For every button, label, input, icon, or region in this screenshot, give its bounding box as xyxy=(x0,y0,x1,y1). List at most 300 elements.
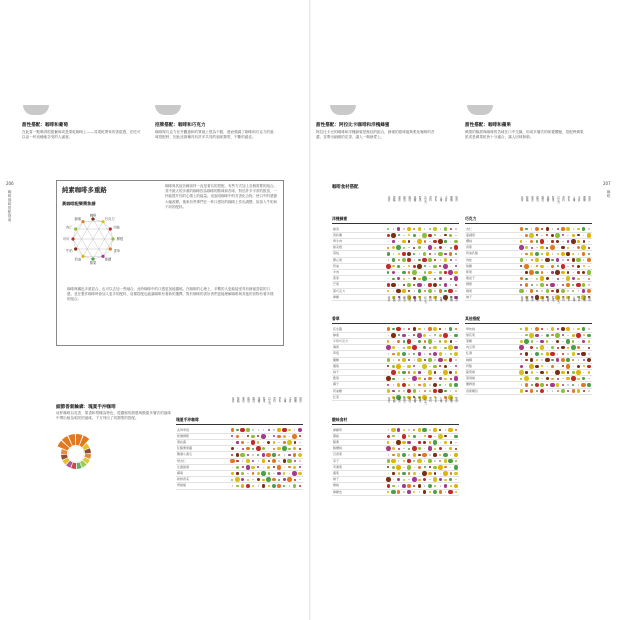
flavor-dot xyxy=(392,390,394,392)
flavor-dot xyxy=(407,339,412,344)
column-header: 甜感 xyxy=(246,397,250,403)
table-rule xyxy=(332,223,459,224)
flavor-dot xyxy=(246,447,249,450)
flavor-dot xyxy=(429,429,430,430)
flavor-dot xyxy=(440,347,441,348)
table-header xyxy=(465,196,592,228)
flavor-dot xyxy=(455,341,456,342)
network-label: 巧克力 xyxy=(104,216,115,221)
flavor-dot xyxy=(526,241,527,242)
flavor-dot xyxy=(562,284,564,286)
flavor-dot xyxy=(577,240,580,243)
flavor-dot xyxy=(540,371,543,374)
flavor-dot xyxy=(551,240,553,242)
table-title: 巧克力 xyxy=(465,216,477,221)
flavor-dot xyxy=(439,460,441,462)
flavor-dot xyxy=(391,283,396,288)
flavor-dot xyxy=(283,459,286,462)
column-header: 果香 xyxy=(530,196,534,202)
column-header: 酸度 xyxy=(407,296,411,302)
flavor-dot xyxy=(262,453,265,456)
flavor-dot xyxy=(387,384,389,386)
flavor-dot xyxy=(429,366,430,367)
flavor-dot xyxy=(572,290,574,292)
flavor-dot xyxy=(434,259,436,261)
flavor-dot xyxy=(407,490,410,493)
flavor-dot xyxy=(288,454,290,456)
flavor-dot xyxy=(546,252,549,255)
flavor-dot xyxy=(449,358,452,361)
flavor-dot xyxy=(392,435,394,437)
flavor-dot xyxy=(449,252,452,255)
flavor-dot xyxy=(398,472,400,474)
flavor-dot xyxy=(392,353,394,355)
flavor-dot xyxy=(556,358,559,361)
flavor-dot xyxy=(428,446,433,451)
flavor-dot xyxy=(397,478,400,481)
flavor-dot xyxy=(428,435,431,438)
flavor-dot xyxy=(524,376,529,381)
flavor-dot xyxy=(530,346,533,349)
flavor-dot xyxy=(524,264,529,269)
flavor-dot xyxy=(525,352,528,355)
column-header: 果香 xyxy=(397,397,401,403)
flavor-dot xyxy=(550,245,555,250)
flavor-dot xyxy=(443,264,448,269)
column-header: 木質 xyxy=(577,296,581,302)
flavor-dot xyxy=(428,370,433,375)
column-header: 堅果 xyxy=(418,196,422,202)
table-rule xyxy=(332,323,459,324)
flavor-dot xyxy=(454,465,459,470)
flavor-dot xyxy=(419,366,420,367)
flavor-dot xyxy=(439,284,441,286)
feature-box-title: 純素咖啡多重路 xyxy=(62,186,107,194)
flavor-dot xyxy=(557,347,559,349)
column-header: 草本 xyxy=(433,397,437,403)
flavor-dot xyxy=(577,346,580,349)
row-label: 牛奶巧克力 xyxy=(333,338,349,343)
column-header: 焦糖 xyxy=(546,296,549,302)
flavor-dot xyxy=(252,479,253,480)
flavor-dot xyxy=(551,259,553,261)
flavor-dot xyxy=(429,441,431,443)
flavor-dot xyxy=(535,271,538,274)
flavor-dot xyxy=(521,384,522,385)
flavor-dot xyxy=(278,442,279,443)
flavor-dot xyxy=(241,484,244,487)
row-label: 藍莓 xyxy=(333,376,340,381)
flavor-dot xyxy=(444,240,446,242)
flavor-dot xyxy=(572,384,574,386)
flavor-dot xyxy=(424,290,426,292)
flavor-dot xyxy=(403,460,405,462)
flavor-dot xyxy=(434,472,436,474)
flavor-dot xyxy=(414,341,415,342)
wheel-section-body: 這杯咖啡以花香、果香和柑橘為特色，從濃郁的甜感與酸甜多層次的風味中帶出極為明亮的風味，下方列出了同類型的搭配。 xyxy=(56,411,171,421)
flavor-dot xyxy=(413,253,415,255)
flavor-dot xyxy=(587,233,592,238)
column-header: 奶香 xyxy=(454,296,458,302)
flavor-dot xyxy=(588,347,590,349)
column-header: 果香 xyxy=(397,296,401,302)
column-header: 花香 xyxy=(231,397,234,403)
flavor-dot xyxy=(247,479,249,481)
flavor-dot xyxy=(413,435,416,438)
flavor-dot xyxy=(418,428,421,431)
flavor-dot xyxy=(423,334,426,337)
flavor-dot xyxy=(247,454,249,456)
flavor-dot xyxy=(525,359,527,361)
flavor-dot xyxy=(449,383,452,386)
row-label: 檸檬皮 xyxy=(333,489,343,494)
flavor-dot xyxy=(277,435,280,438)
flavor-dot xyxy=(387,491,389,493)
flavor-dot xyxy=(443,453,448,458)
flavor-dot xyxy=(403,390,404,391)
row-label: 無花果 xyxy=(466,332,476,337)
row-label: 生薑甜酒 xyxy=(177,464,190,469)
flavor-dot xyxy=(547,266,548,267)
flavor-dot xyxy=(273,448,275,450)
flavor-dot xyxy=(567,271,569,273)
flavor-dot xyxy=(454,383,457,386)
flavor-dot xyxy=(450,259,452,261)
column-header: 柑橘 xyxy=(525,196,529,202)
flavor-dot xyxy=(439,384,441,386)
flavor-dot xyxy=(444,459,447,462)
flavor-dot xyxy=(444,258,447,261)
flavor-dot xyxy=(587,289,592,294)
flavor-dot xyxy=(561,252,566,257)
flavor-dot xyxy=(445,429,446,430)
flavor-dot xyxy=(423,441,426,444)
flavor-dot xyxy=(551,334,553,336)
flavor-dot xyxy=(445,448,446,449)
flavor-dot xyxy=(444,234,446,236)
flavor-dot xyxy=(438,465,443,470)
flavor-dot xyxy=(438,252,443,257)
flavor-dot xyxy=(450,390,451,391)
column-header: 果香 xyxy=(241,397,245,403)
flavor-dot xyxy=(282,446,287,451)
flavor-dot xyxy=(566,339,571,344)
row-label: 酸櫻桃 xyxy=(333,446,343,451)
flavor-dot xyxy=(433,352,438,357)
flavor-dot xyxy=(444,347,446,349)
row-label: 乾燒柳橙 xyxy=(177,433,190,438)
flavor-dot xyxy=(540,345,545,350)
flavor-dot xyxy=(413,277,416,280)
flavor-dot xyxy=(445,353,446,354)
flavor-dot xyxy=(520,284,522,286)
flavor-dot xyxy=(577,228,579,230)
column-header: 香料 xyxy=(428,296,432,302)
network-label: 榛果 xyxy=(89,260,97,265)
flavor-dot xyxy=(440,372,441,373)
column-header: 柑橘 xyxy=(525,296,529,302)
flavor-dot xyxy=(454,276,459,281)
flavor-dot xyxy=(444,227,447,230)
flavor-dot xyxy=(242,448,244,450)
flavor-dot xyxy=(535,352,540,357)
flavor-dot xyxy=(546,384,548,386)
flavor-dot xyxy=(263,429,264,430)
flavor-dot xyxy=(444,290,446,292)
flavor-dot xyxy=(392,278,394,280)
flavor-dot xyxy=(429,253,431,255)
flavor-dot xyxy=(566,327,569,330)
flavor-dot xyxy=(450,454,451,455)
flavor-dot xyxy=(257,435,259,437)
flavor-dot xyxy=(392,454,394,456)
flavor-dot xyxy=(392,472,394,474)
flavor-dot xyxy=(541,353,543,355)
flavor-dot xyxy=(392,346,395,349)
flavor-dot xyxy=(236,453,239,456)
network-label: 柳橙 xyxy=(116,237,124,242)
flavor-dot xyxy=(392,258,395,261)
flavor-dot xyxy=(397,383,400,386)
flavor-dot xyxy=(242,436,243,437)
flavor-dot xyxy=(572,352,575,355)
flavor-dot xyxy=(398,347,399,348)
flavor-dot xyxy=(387,365,389,367)
flavor-dot xyxy=(262,447,265,450)
flavor-dot xyxy=(434,234,436,236)
flavor-dot xyxy=(424,485,425,486)
flavor-dot xyxy=(397,352,400,355)
flavor-dot xyxy=(582,283,585,286)
flavor-dot xyxy=(283,472,285,474)
flavor-dot xyxy=(408,448,410,450)
flavor-dot xyxy=(240,453,245,458)
row-label: 黑松露 xyxy=(177,439,187,444)
flavor-dot xyxy=(577,378,579,380)
flavor-dot xyxy=(412,345,417,350)
flavor-dot xyxy=(396,245,401,250)
flavor-dot xyxy=(521,253,522,254)
column-header: 巧克力 xyxy=(423,397,427,405)
row-label: 香蕉 xyxy=(466,245,473,250)
flavor-dot xyxy=(398,253,400,255)
flavor-dot xyxy=(450,441,452,443)
flavor-dot xyxy=(448,289,453,294)
flavor-dot xyxy=(551,378,553,380)
flavor-dot xyxy=(566,377,569,380)
flavor-dot xyxy=(289,473,290,474)
flavor-dot xyxy=(413,389,416,392)
network-label: 蜂蜜 xyxy=(74,216,82,221)
flavor-dot xyxy=(403,235,404,236)
flavor-dot xyxy=(582,377,585,380)
wheel-section-title: 細節香氣輪廓：瑰夏手沖咖啡 xyxy=(56,405,116,410)
flavor-dot xyxy=(423,346,426,349)
flavor-dot xyxy=(439,429,441,431)
flavor-dot xyxy=(402,484,405,487)
flavor-dot xyxy=(572,253,574,255)
flavor-dot xyxy=(422,471,427,476)
flavor-dot xyxy=(422,364,427,369)
flavor-dot xyxy=(433,383,438,388)
feature-box-subtitle: 黃咖啡配樂需象譜 xyxy=(62,201,96,206)
flavor-dot xyxy=(547,272,548,273)
flavor-dot xyxy=(424,466,426,468)
flavor-dot xyxy=(587,365,590,368)
flavor-dot xyxy=(526,259,527,260)
flavor-dot xyxy=(448,428,453,433)
flavor-dot xyxy=(418,289,421,292)
flavor-dot xyxy=(396,440,401,445)
flavor-dot xyxy=(561,271,564,274)
flavor-dot xyxy=(413,247,415,249)
row-label: 桃子 xyxy=(333,369,340,374)
flavor-dot xyxy=(407,465,412,470)
flavor-dot xyxy=(455,228,456,229)
flavor-dot xyxy=(391,428,396,433)
flavor-dot xyxy=(419,272,420,273)
flavor-dot xyxy=(536,390,538,392)
flavor-dot xyxy=(257,466,259,468)
flavor-dot xyxy=(424,271,426,273)
flavor-dot xyxy=(277,447,280,450)
column-header: 甜感 xyxy=(402,296,406,302)
flavor-dot xyxy=(413,284,415,286)
flavor-dot xyxy=(454,240,457,243)
flavor-dot xyxy=(434,290,435,291)
flavor-dot xyxy=(519,245,524,250)
flavor-dot xyxy=(520,240,522,242)
flavor-dot xyxy=(428,339,433,344)
flavor-dot xyxy=(299,435,301,437)
flavor-dot xyxy=(402,453,407,458)
flavor-dot xyxy=(407,389,412,394)
flavor-dot xyxy=(428,484,433,489)
flavor-dot xyxy=(536,278,538,280)
flavor-dot xyxy=(418,377,421,380)
flavor-dot xyxy=(541,328,543,330)
flavor-dot xyxy=(541,253,543,255)
flavor-dot xyxy=(288,429,290,431)
row-label: 黑巧克力 xyxy=(333,288,346,293)
flavor-dot xyxy=(433,240,436,243)
flavor-dot xyxy=(398,371,400,373)
column-header: 奶香 xyxy=(454,196,458,202)
flavor-dot xyxy=(408,384,410,386)
flavor-dot xyxy=(429,241,430,242)
flavor-dot xyxy=(546,289,549,292)
flavor-dot xyxy=(407,346,410,349)
flavor-dot xyxy=(403,328,404,329)
flavor-dot xyxy=(578,341,579,342)
flavor-dot xyxy=(428,472,431,475)
flavor-dot xyxy=(408,429,409,430)
network-node xyxy=(109,247,112,250)
flavor-dot xyxy=(582,271,585,274)
flavor-dot xyxy=(434,334,436,336)
flavor-dot xyxy=(433,346,436,349)
flavor-dot xyxy=(251,440,256,445)
flavor-dot xyxy=(525,246,528,249)
flavor-dot xyxy=(583,278,584,279)
flavor-dot xyxy=(582,252,585,255)
flavor-dot xyxy=(418,371,420,373)
flavor-dot xyxy=(573,228,574,229)
flavor-dot xyxy=(277,472,280,475)
flavor-dot xyxy=(408,234,410,236)
flavor-dot xyxy=(439,490,442,493)
flavor-dot xyxy=(387,283,390,286)
column-header: 柑橘 xyxy=(392,296,396,302)
flavor-dot xyxy=(398,448,400,450)
flavor-dot xyxy=(422,428,427,433)
right-section-1-body: 阿拉比卡豆的咖啡和洋槐蜂蜜是極佳的組合，蜂蜜的甜味能夠柔化咖啡的苦澀，並帶出細緻的花香，讓人一喝就愛上。 xyxy=(316,130,435,140)
flavor-dot xyxy=(439,478,442,481)
flavor-dot xyxy=(525,371,527,373)
column-header: 堅果 xyxy=(418,397,422,403)
flavor-dot xyxy=(387,234,390,237)
flavor-dot xyxy=(434,378,435,379)
flavor-dot xyxy=(576,283,581,288)
flavor-dot xyxy=(289,485,290,486)
flavor-dot xyxy=(236,441,238,443)
flavor-dot xyxy=(551,265,554,268)
flavor-dot xyxy=(273,473,274,474)
flavor-dot xyxy=(576,333,581,338)
flavor-dot xyxy=(388,259,389,260)
flavor-dot xyxy=(422,276,427,281)
flavor-dot xyxy=(387,466,389,468)
flavor-dot xyxy=(454,484,459,489)
flavor-dot xyxy=(536,372,537,373)
flavor-dot xyxy=(392,328,394,330)
row-label: 炙烤草莓 xyxy=(177,427,190,432)
row-label: 奶油糖 xyxy=(333,388,343,393)
flavor-dot xyxy=(588,371,590,373)
column-header: 花香 xyxy=(387,296,390,302)
flavor-dot xyxy=(392,365,395,368)
flavor-dot xyxy=(531,266,532,267)
flavor-dot xyxy=(545,358,550,363)
flavor-dot xyxy=(588,390,589,391)
flavor-dot xyxy=(577,246,580,249)
flavor-dot xyxy=(551,271,553,273)
flavor-dot xyxy=(551,234,554,237)
flavor-dot xyxy=(525,390,527,392)
table-title: 洋槐蜂蜜 xyxy=(332,216,348,221)
flavor-dot xyxy=(240,428,245,433)
flavor-dot xyxy=(424,265,426,267)
flavor-dot xyxy=(562,384,564,386)
flavor-dot xyxy=(583,235,584,236)
flavor-dot xyxy=(262,479,264,481)
flavor-dot xyxy=(541,378,542,379)
column-header: 酸度 xyxy=(540,296,544,302)
flavor-dot xyxy=(454,271,457,274)
left-section-2-body: 咖啡與巧克力在外觀意和的質地上很為不錯，進而強調了咖啡和巧克力的風味搭配時，因此這兩種具有許多共同的風味類型，不斷的絕佳。 xyxy=(155,130,274,140)
column-header: 巧克力 xyxy=(556,296,560,304)
flavor-dot xyxy=(561,264,566,269)
flavor-dot xyxy=(567,390,569,392)
flavor-dot xyxy=(278,460,279,461)
left-side-title: 咖啡風味搭配指南 xyxy=(8,190,12,222)
flavor-dot xyxy=(530,289,533,292)
network-edge xyxy=(103,239,113,256)
flavor-dot xyxy=(455,429,457,431)
flavor-dot xyxy=(547,241,548,242)
flavor-dot xyxy=(449,447,452,450)
flavor-dot xyxy=(433,389,436,392)
